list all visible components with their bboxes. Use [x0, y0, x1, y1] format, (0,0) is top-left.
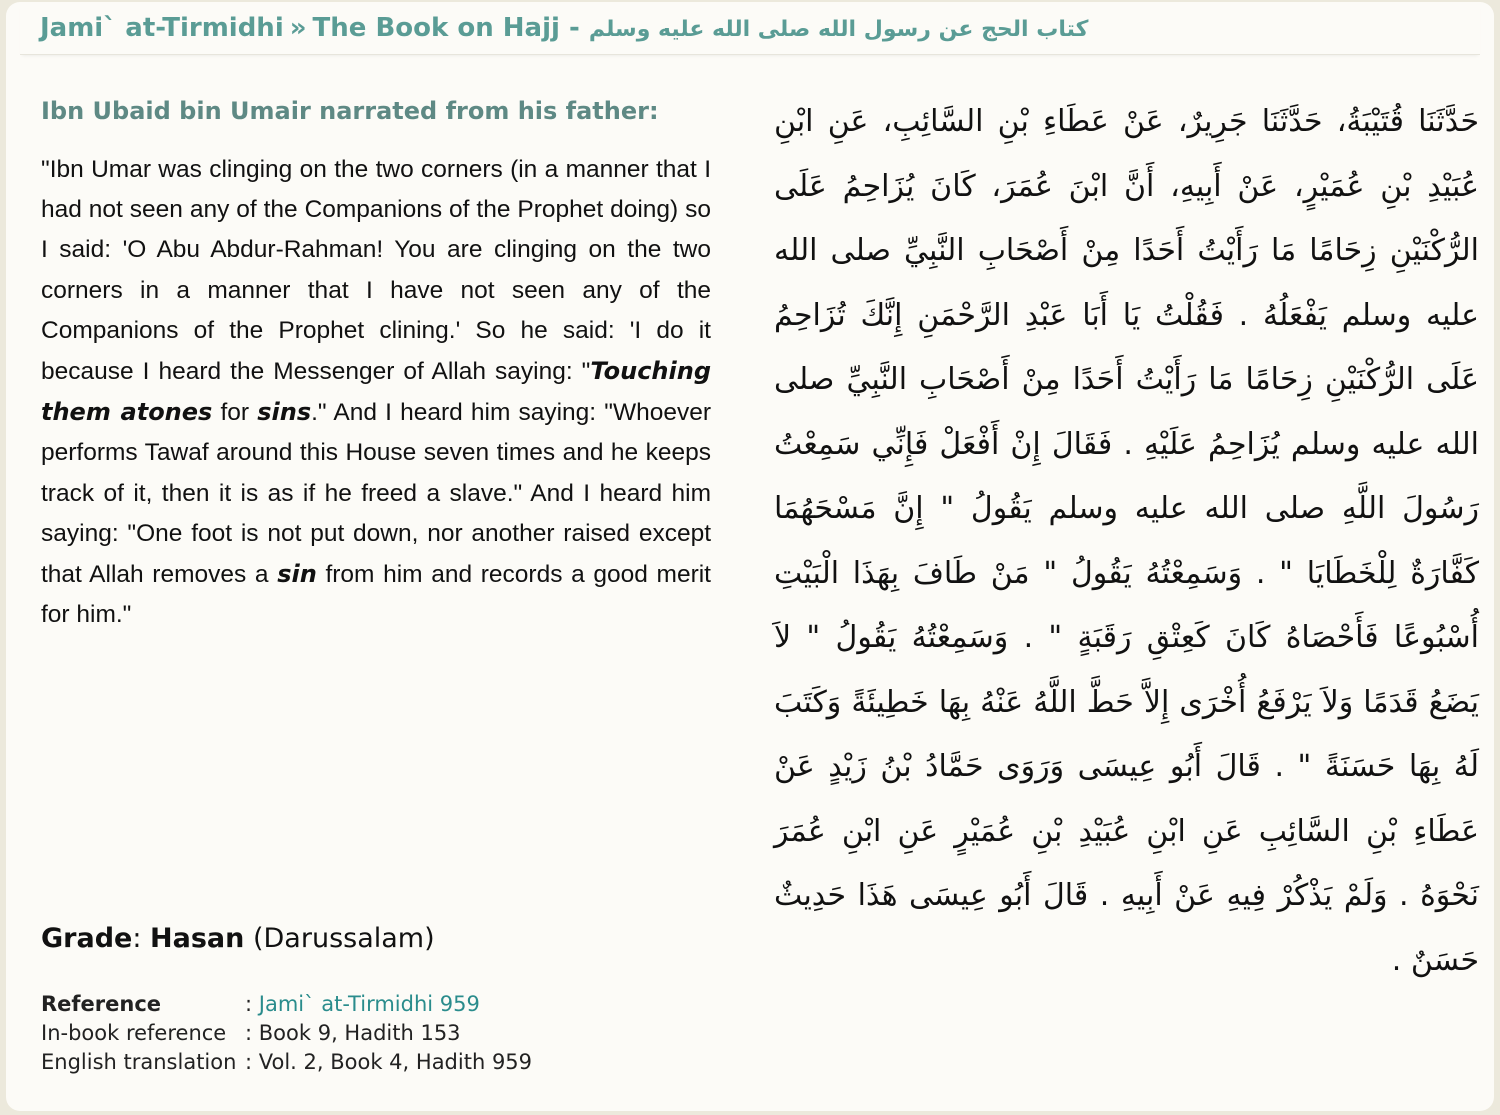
english-translation-row: English translation : Vol. 2, Book 4, Hadith 959 — [41, 1048, 532, 1077]
in-book-reference-label: In-book reference — [41, 1021, 227, 1045]
narrator-chain: Ibn Ubaid bin Umair narrated from his father: — [41, 97, 659, 125]
grade-colon: : — [132, 923, 142, 954]
breadcrumb-book-arabic: كتاب الحج عن رسول الله صلى الله عليه وسلم — [588, 17, 1089, 42]
reference-row: Reference : Jami` at-Tirmidhi 959 — [41, 990, 532, 1019]
grade-label: Grade — [41, 923, 133, 954]
breadcrumb-dash: - — [568, 13, 580, 43]
hadith-emphasis: sins — [257, 398, 312, 427]
breadcrumb-book-link[interactable]: The Book on Hajj — [312, 13, 560, 43]
english-hadith — [41, 94, 711, 635]
reference-table — [41, 990, 532, 1077]
english-translation-value: Vol. 2, Book 4, Hadith 959 — [258, 1050, 533, 1074]
breadcrumb — [20, 2, 1480, 55]
reference-label: Reference — [41, 992, 162, 1016]
breadcrumb-collection-link[interactable]: Jami` at-Tirmidhi — [40, 13, 284, 43]
in-book-reference-value: Book 9, Hadith 153 — [258, 1021, 461, 1045]
grade-value: Hasan — [150, 923, 245, 954]
english-translation-label: English translation — [41, 1050, 237, 1074]
hadith-text-part: "Ibn Umar was clinging on the two corners (in a manner that I had not seen any of the Companions of the Prophet doing) so I said: 'O Abu Abdur-Rahman! You are clinging on the two corners in a manner that I have not seen any of the Companions of the Prophet clining.' So he said: 'I do it because I heard the Messenger of Allah saying: " — [41, 156, 711, 386]
in-book-reference-row: In-book reference : Book 9, Hadith 153 — [41, 1019, 532, 1048]
grade-source: (Darussalam) — [252, 923, 435, 954]
breadcrumb-trail — [40, 13, 1088, 43]
breadcrumb-separator: » — [289, 13, 307, 43]
grade-line — [41, 923, 435, 954]
hadith-text-part: ." And I heard him saying: "Whoever performs Tawaf around this House seven times and he keeps track of it, then it is as if he freed a slave." And I heard him saying: "One foot is not put down, nor another raised except that Allah removes a — [41, 399, 711, 589]
hadith-card — [6, 2, 1494, 1111]
hadith-emphasis: sin — [277, 560, 317, 589]
reference-link[interactable]: Jami` at-Tirmidhi 959 — [258, 992, 480, 1016]
hadith-emphasis: Touching them atones — [41, 357, 711, 427]
hadith-arabic-text: حَدَّثَنَا قُتَيْبَةُ، حَدَّثَنَا جَرِيرٌ، عَنْ عَطَاءِ بْنِ السَّائِبِ، عَنِ ابْنِ عُبَيْدِ بْنِ عُمَيْرٍ، عَنْ أَبِيهِ، أَنَّ ابْنَ عُمَرَ، كَانَ يُزَاحِمُ عَلَى الرُّكْنَيْنِ زِحَامًا مَا رَأَيْتُ أَحَدًا مِنْ أَصْحَابِ النَّبِيِّ صلى الله عليه وسلم يَفْعَلُهُ ‏.‏ فَقُلْتُ يَا أَبَا عَبْدِ الرَّحْمَنِ إِنَّكَ تُزَاحِمُ عَلَى الرُّكْنَيْنِ زِحَامًا مَا رَأَيْتُ أَحَدًا مِنْ أَصْحَابِ النَّبِيِّ صلى الله عليه وسلم يُزَاحِمُ عَلَيْهِ ‏.‏ فَقَالَ إِنْ أَفْعَلْ فَإِنِّي سَمِعْتُ رَسُولَ اللَّهِ صلى الله عليه وسلم يَقُولُ ‏"‏ إِنَّ مَسْحَهُمَا كَفَّارَةٌ لِلْخَطَايَا ‏"‏ ‏.‏ وَسَمِعْتُهُ يَقُولُ ‏"‏ مَنْ طَافَ بِهَذَا الْبَيْتِ أُسْبُوعًا فَأَحْصَاهُ كَانَ كَعِتْقِ رَقَبَةٍ ‏"‏ ‏.‏ وَسَمِعْتُهُ يَقُولُ ‏"‏ لاَ يَضَعُ قَدَمًا وَلاَ يَرْفَعُ أُخْرَى إِلاَّ حَطَّ اللَّهُ عَنْهُ بِهَا خَطِيئَةً وَكَتَبَ لَهُ بِهَا حَسَنَةً ‏"‏ ‏.‏ قَالَ أَبُو عِيسَى وَرَوَى حَمَّادُ بْنُ زَيْدٍ عَنْ عَطَاءِ بْنِ السَّائِبِ عَنِ ابْنِ عُبَيْدِ بْنِ عُمَيْرٍ عَنِ ابْنِ عُمَرَ نَحْوَهُ ‏.‏ وَلَمْ يَذْكُرْ فِيهِ عَنْ أَبِيهِ ‏.‏ قَالَ أَبُو عِيسَى هَذَا حَدِيثٌ حَسَنٌ ‏.‏ — [774, 104, 1479, 978]
hadith-text-part: from him and records a good merit for him." — [41, 561, 711, 629]
hadith-english-text — [41, 150, 711, 635]
hadith-text-part: for — [212, 399, 258, 427]
